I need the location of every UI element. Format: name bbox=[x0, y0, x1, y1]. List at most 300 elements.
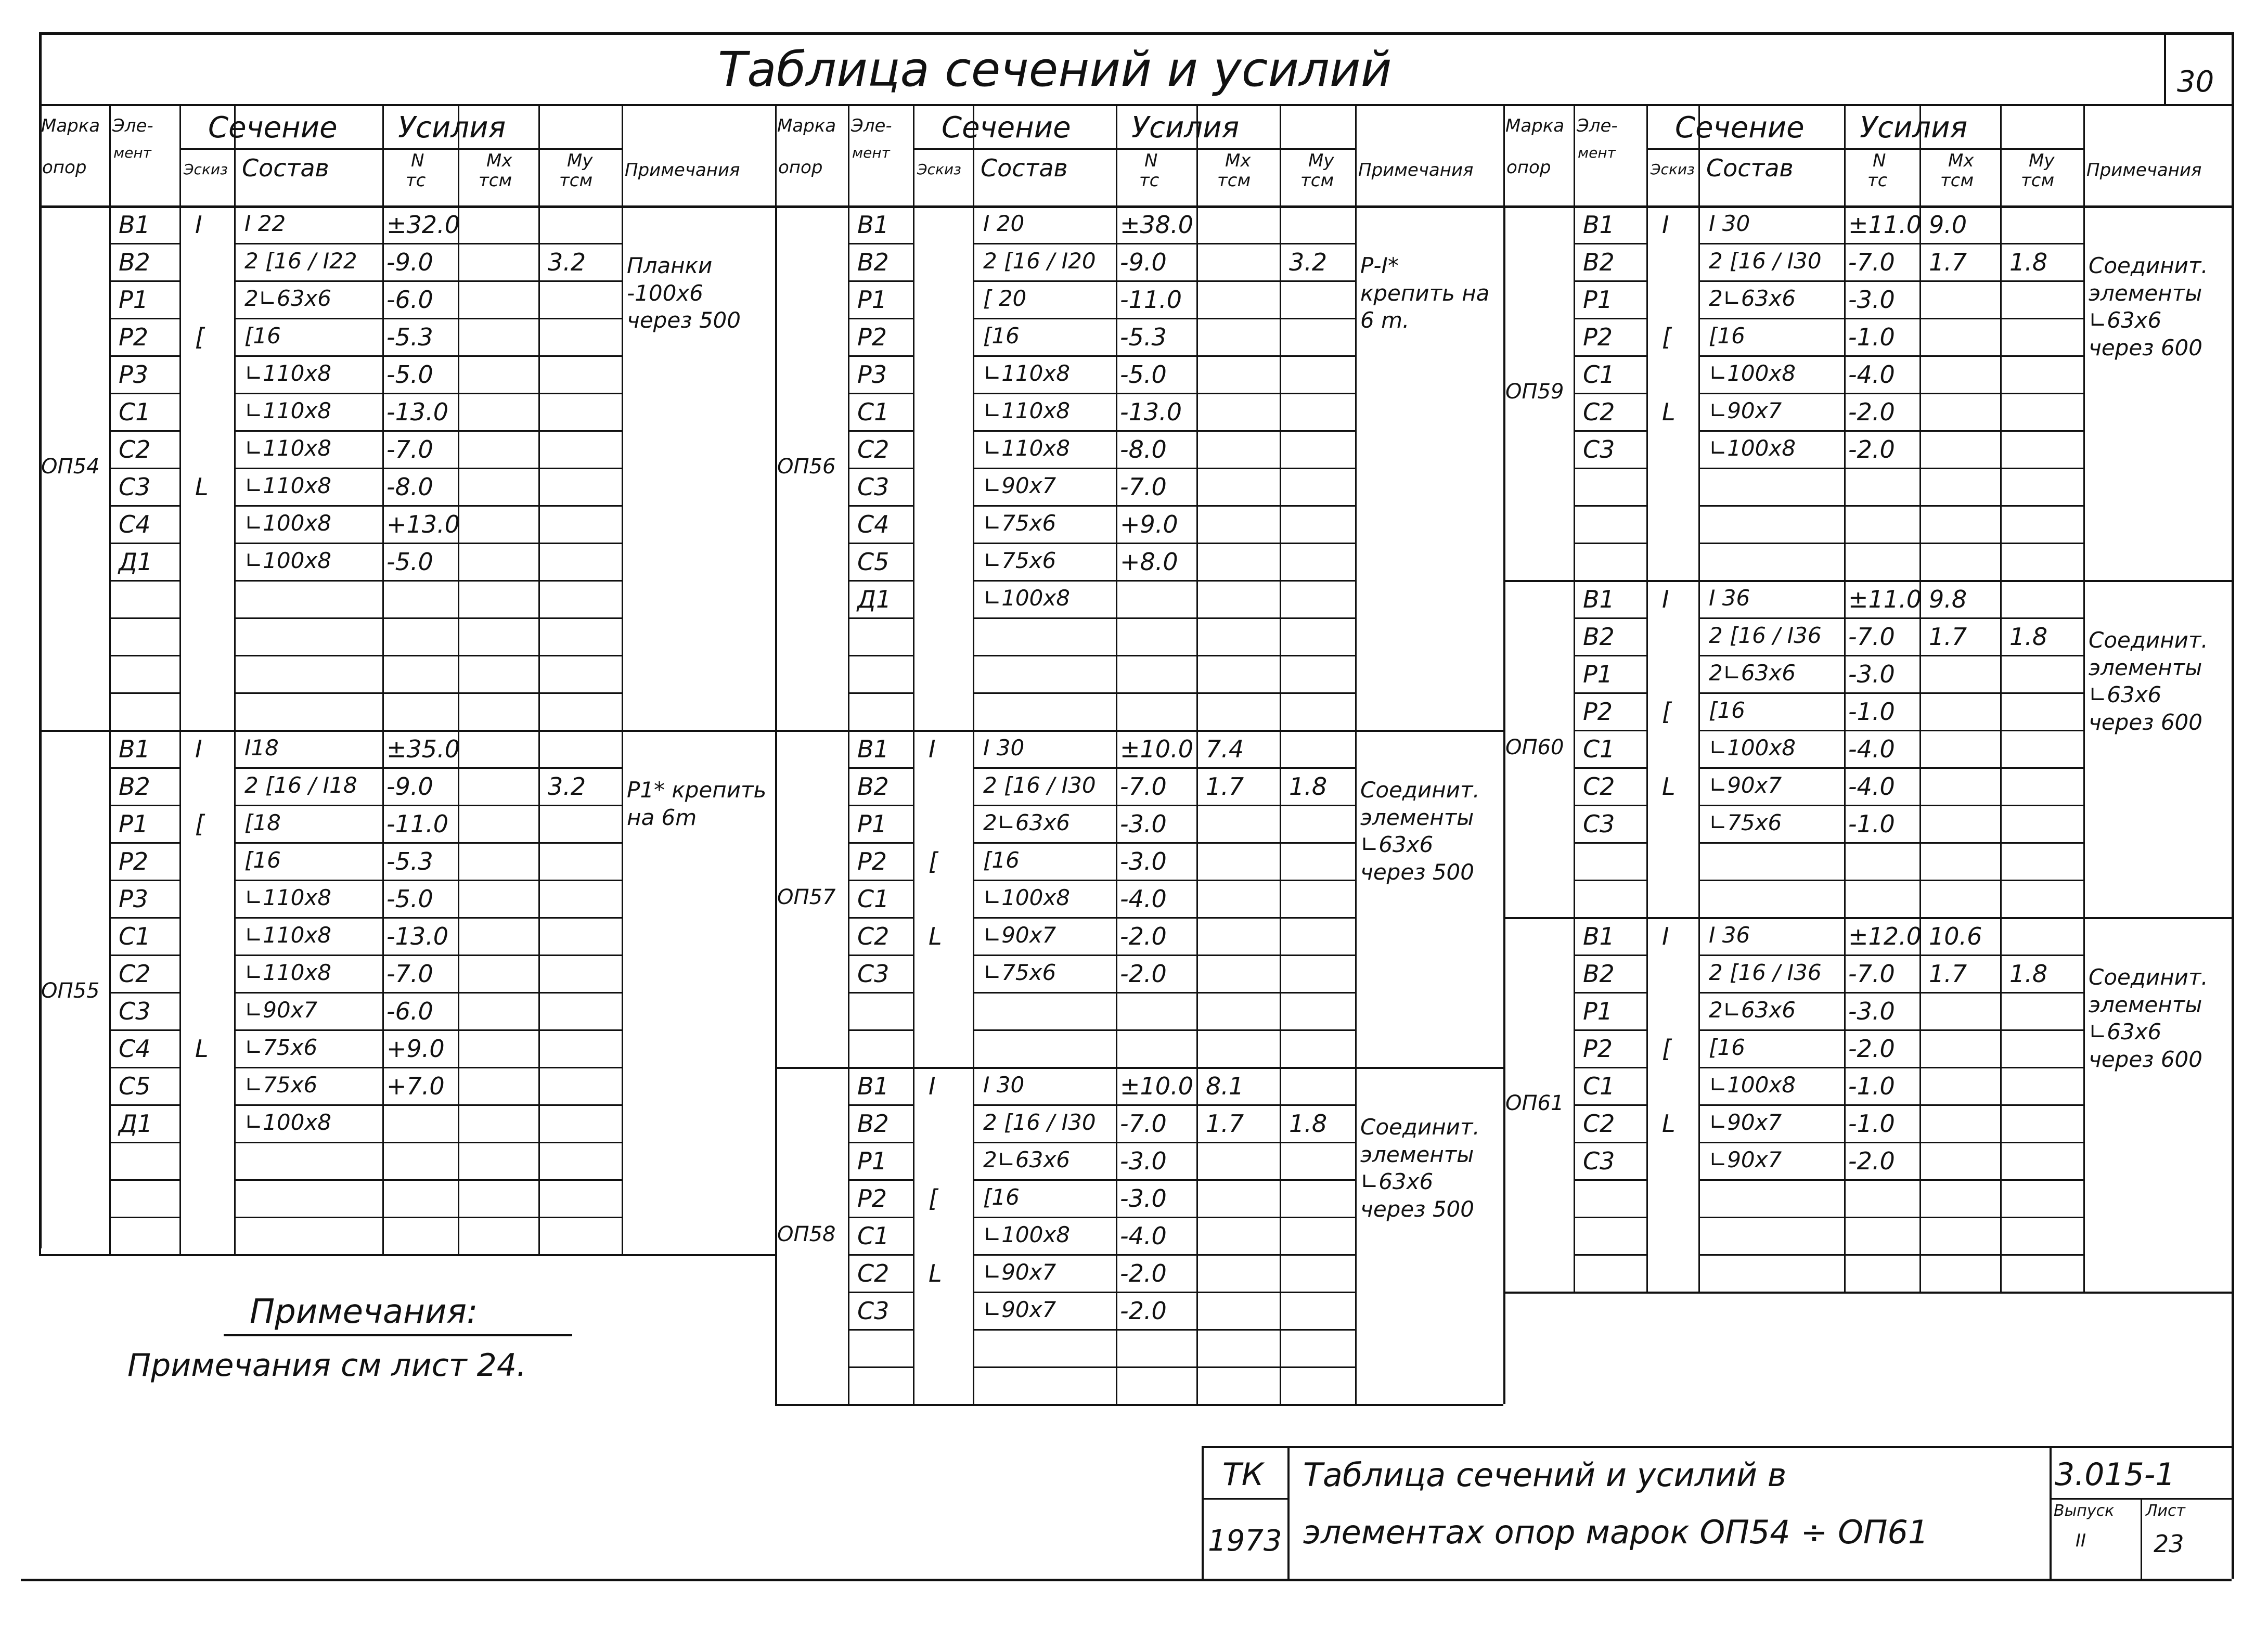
group-mark-ОП58: ОП58 bbox=[777, 1222, 836, 1246]
group-note-ОП59: Соединит. элементы ∟63х6 через 600 bbox=[2089, 253, 2208, 360]
row-element: С2 bbox=[857, 922, 890, 950]
row-element: Р2 bbox=[1583, 323, 1613, 351]
grid-line-h bbox=[848, 393, 913, 394]
row-sketch-glyph: [ bbox=[929, 1184, 938, 1213]
grid-line-h bbox=[1698, 842, 2083, 844]
grid-line-h bbox=[234, 617, 622, 619]
grid-line-v bbox=[1196, 730, 1198, 1067]
blk1-hdr-my: My bbox=[1308, 150, 1334, 171]
grid-line-h bbox=[234, 880, 622, 881]
grid-line-v bbox=[1280, 730, 1281, 1067]
row-element: С4 bbox=[119, 510, 151, 538]
grid-line-v bbox=[2000, 580, 2002, 917]
grid-line-h bbox=[1574, 393, 1646, 394]
grid-line-h bbox=[973, 1217, 1355, 1218]
row-force-n: ±35.0 bbox=[386, 735, 460, 763]
blk1-hdr-ts: тс bbox=[1139, 170, 1159, 191]
grid-line-v bbox=[1919, 580, 1921, 917]
grid-line-h bbox=[775, 1067, 1503, 1069]
row-composition: ∟100х8 bbox=[244, 548, 331, 573]
row-composition: ∟110х8 bbox=[244, 960, 331, 985]
grid-line-h bbox=[21, 1579, 2232, 1581]
grid-line-h bbox=[1503, 580, 2232, 582]
row-composition: [16 bbox=[244, 847, 281, 873]
grid-line-h bbox=[109, 468, 179, 469]
grid-line-h bbox=[1698, 543, 2083, 544]
grid-line-h bbox=[1574, 243, 1646, 244]
grid-line-h bbox=[234, 955, 622, 956]
grid-line-h bbox=[1574, 1104, 1646, 1106]
blk0-hdr-usiliya: Усилия bbox=[398, 111, 506, 145]
grid-line-v bbox=[973, 148, 974, 205]
grid-line-v bbox=[2232, 580, 2234, 917]
row-element: С1 bbox=[1583, 735, 1615, 763]
grid-line-h bbox=[109, 580, 179, 582]
grid-line-h bbox=[848, 805, 913, 806]
row-force-n: -8.0 bbox=[386, 473, 433, 501]
grid-line-v bbox=[2232, 104, 2233, 205]
row-composition: [16 bbox=[983, 847, 1020, 873]
row-force-n: -7.0 bbox=[1120, 473, 1167, 501]
row-force-n: -3.0 bbox=[1120, 1184, 1167, 1213]
row-element: С2 bbox=[1583, 772, 1615, 801]
row-element: Р1 bbox=[1583, 286, 1613, 314]
grid-line-h bbox=[848, 1179, 913, 1181]
row-composition: ∟100х8 bbox=[983, 1222, 1070, 1247]
blk1-hdr-marka: Марка bbox=[777, 115, 836, 136]
grid-line-h bbox=[848, 1292, 913, 1293]
row-composition: 2 [16 / I22 bbox=[244, 248, 357, 274]
grid-line-h bbox=[1698, 655, 2083, 656]
blk2-hdr-opor: опор bbox=[1506, 157, 1551, 178]
grid-line-h bbox=[234, 468, 622, 469]
grid-line-h bbox=[973, 355, 1355, 357]
grid-line-v bbox=[2083, 205, 2085, 580]
row-force-n: -5.0 bbox=[1120, 360, 1167, 389]
row-element: С2 bbox=[119, 960, 151, 988]
grid-line-v bbox=[913, 104, 914, 205]
grid-line-h bbox=[973, 880, 1355, 881]
grid-line-v bbox=[1646, 580, 1648, 917]
grid-line-h bbox=[1698, 1104, 2083, 1106]
row-composition: 2 [16 / I18 bbox=[244, 772, 357, 798]
grid-line-v bbox=[2232, 205, 2234, 580]
row-composition: [16 bbox=[1709, 698, 1745, 723]
row-element: В1 bbox=[119, 735, 150, 763]
row-force-n: -2.0 bbox=[1848, 1035, 1895, 1063]
grid-line-h bbox=[1574, 1067, 1646, 1068]
row-force-n: ±11.0 bbox=[1848, 585, 1922, 613]
grid-line-h bbox=[1574, 355, 1646, 357]
row-composition: ∟90х7 bbox=[1709, 1147, 1782, 1172]
row-force-n: -2.0 bbox=[1848, 398, 1895, 426]
grid-line-h bbox=[1503, 917, 2232, 919]
row-sketch-glyph: [ bbox=[195, 810, 204, 838]
group-note-ОП54: Планки -100х6 через 500 bbox=[627, 253, 741, 333]
grid-line-h bbox=[109, 543, 179, 544]
grid-line-h bbox=[1574, 805, 1646, 806]
grid-line-h bbox=[1574, 767, 1646, 769]
row-sketch-glyph: I bbox=[929, 1072, 936, 1100]
row-composition: [16 bbox=[983, 323, 1020, 349]
grid-line-h bbox=[848, 243, 913, 244]
row-force-n: -3.0 bbox=[1848, 286, 1895, 314]
row-force-n: -4.0 bbox=[1848, 735, 1895, 763]
group-mark-ОП61: ОП61 bbox=[1505, 1091, 1564, 1115]
row-sketch-glyph: [ bbox=[1662, 323, 1671, 351]
row-force-mx: 9.8 bbox=[1929, 585, 1967, 613]
grid-line-h bbox=[1698, 318, 2083, 319]
row-composition: [16 bbox=[983, 1184, 1020, 1210]
grid-line-v bbox=[2083, 580, 2085, 917]
row-force-n: -6.0 bbox=[386, 286, 433, 314]
row-element: Р1 bbox=[119, 810, 149, 838]
row-element: В1 bbox=[857, 211, 889, 239]
row-composition: [ 20 bbox=[983, 286, 1027, 311]
grid-line-h bbox=[109, 767, 179, 769]
row-force-n: -5.0 bbox=[386, 885, 433, 913]
row-element: В1 bbox=[1583, 922, 1615, 950]
grid-line-h bbox=[1202, 1446, 2232, 1448]
grid-line-h bbox=[1698, 955, 2083, 956]
row-force-n: -11.0 bbox=[1120, 286, 1182, 314]
group-mark-ОП59: ОП59 bbox=[1505, 380, 1564, 404]
row-sketch-glyph: L bbox=[195, 473, 209, 501]
row-force-n: -3.0 bbox=[1120, 847, 1167, 875]
row-force-mx: 1.7 bbox=[1929, 960, 1967, 988]
notes-text: Примечания см лист 24. bbox=[127, 1347, 527, 1384]
grid-line-h bbox=[1574, 617, 1646, 619]
group-note-ОП60: Соединит. элементы ∟63х6 через 600 bbox=[2089, 627, 2208, 735]
row-force-n: ±32.0 bbox=[386, 211, 460, 239]
row-composition: ∟100х8 bbox=[983, 885, 1070, 910]
grid-line-h bbox=[973, 318, 1355, 319]
grid-line-h bbox=[973, 468, 1355, 469]
grid-line-h bbox=[1698, 730, 2083, 731]
grid-line-h bbox=[973, 805, 1355, 806]
row-element: С3 bbox=[857, 960, 890, 988]
grid-line-h bbox=[848, 1142, 913, 1143]
row-force-n: -2.0 bbox=[1848, 435, 1895, 463]
group-note-ОП58: Соединит. элементы ∟63х6 через 500 bbox=[1360, 1114, 1480, 1222]
grid-line-v bbox=[2141, 1498, 2142, 1579]
grid-line-h bbox=[39, 32, 2232, 35]
row-force-n: ±10.0 bbox=[1120, 1072, 1193, 1100]
grid-line-h bbox=[109, 1067, 179, 1068]
blk1-hdr-prim: Примечания bbox=[1358, 160, 1474, 180]
grid-line-h bbox=[109, 917, 179, 919]
grid-line-v bbox=[1116, 730, 1117, 1067]
grid-line-v bbox=[622, 730, 623, 1254]
row-composition: 2 [16 / I30 bbox=[1709, 248, 1822, 274]
row-composition: 2∟63х6 bbox=[1709, 660, 1796, 686]
grid-line-h bbox=[848, 355, 913, 357]
grid-line-h bbox=[1202, 1498, 1287, 1500]
row-force-n: -4.0 bbox=[1120, 885, 1167, 913]
blk2-hdr-my-unit: тсм bbox=[2021, 170, 2055, 191]
blk0-hdr-ele: Эле- bbox=[112, 115, 153, 136]
row-force-n: -7.0 bbox=[386, 960, 433, 988]
grid-line-h bbox=[1574, 692, 1646, 694]
grid-line-h bbox=[1698, 880, 2083, 881]
row-composition: ∟90х7 bbox=[983, 473, 1056, 498]
grid-line-h bbox=[234, 1104, 622, 1106]
grid-line-h bbox=[973, 1142, 1355, 1143]
grid-line-h bbox=[848, 1254, 913, 1256]
row-composition: ∟90х7 bbox=[983, 922, 1056, 948]
row-composition: ∟100х8 bbox=[983, 585, 1070, 611]
row-composition: ∟100х8 bbox=[1709, 435, 1796, 461]
grid-line-h bbox=[39, 1254, 775, 1256]
grid-line-h bbox=[1574, 1179, 1646, 1181]
grid-line-v bbox=[1355, 730, 1357, 1067]
grid-line-h bbox=[1698, 280, 2083, 282]
grid-line-h bbox=[109, 617, 179, 619]
grid-line-h bbox=[848, 468, 913, 469]
row-composition: ∟90х7 bbox=[983, 1259, 1056, 1285]
row-composition: ∟110х8 bbox=[244, 473, 331, 498]
row-force-n: -6.0 bbox=[386, 997, 433, 1025]
grid-line-h bbox=[234, 1067, 622, 1068]
row-composition: 2∟63х6 bbox=[1709, 286, 1796, 311]
row-sketch-glyph: L bbox=[929, 1259, 942, 1287]
row-composition: ∟75х6 bbox=[983, 960, 1056, 985]
grid-line-v bbox=[973, 730, 974, 1067]
grid-line-h bbox=[973, 617, 1355, 619]
row-force-n: -7.0 bbox=[1120, 1110, 1167, 1138]
group-mark-ОП57: ОП57 bbox=[777, 885, 836, 909]
row-composition: I 30 bbox=[983, 1072, 1025, 1098]
row-composition: 2 [16 / I36 bbox=[1709, 960, 1822, 985]
row-force-n: -5.0 bbox=[386, 548, 433, 576]
grid-line-v bbox=[1646, 917, 1648, 1292]
row-element: Р1 bbox=[857, 1147, 887, 1175]
grid-line-h bbox=[1574, 1142, 1646, 1143]
grid-line-h bbox=[1574, 1217, 1646, 1218]
blk2-hdr-ele: Эле- bbox=[1577, 115, 1618, 136]
row-composition: 2∟63х6 bbox=[1709, 997, 1796, 1023]
blk2-hdr-my: My bbox=[2029, 150, 2055, 171]
grid-line-h bbox=[848, 955, 913, 956]
grid-line-v bbox=[2232, 917, 2234, 1292]
grid-line-h bbox=[848, 767, 913, 769]
blk2-hdr-n: N bbox=[1873, 150, 1886, 171]
grid-line-v bbox=[1646, 104, 1648, 205]
stamp-title-line1: Таблица сечений и усилий в bbox=[1303, 1456, 1787, 1494]
row-composition: ∟75х6 bbox=[244, 1035, 318, 1060]
grid-line-h bbox=[848, 318, 913, 319]
grid-line-v bbox=[848, 730, 849, 1067]
row-element: С2 bbox=[119, 435, 151, 463]
blk1-hdr-ment: мент bbox=[852, 144, 890, 161]
row-composition: I 22 bbox=[244, 211, 286, 236]
grid-line-v bbox=[179, 104, 181, 205]
grid-line-v bbox=[1116, 1067, 1117, 1404]
grid-line-h bbox=[39, 205, 2232, 208]
grid-line-h bbox=[1574, 880, 1646, 881]
row-force-my: 3.2 bbox=[548, 772, 586, 801]
grid-line-h bbox=[224, 1334, 572, 1336]
row-element: С1 bbox=[1583, 1072, 1615, 1100]
grid-line-h bbox=[1503, 1292, 2232, 1294]
row-force-n: ±11.0 bbox=[1848, 211, 1922, 239]
grid-line-h bbox=[848, 280, 913, 282]
row-sketch-glyph: I bbox=[929, 735, 936, 763]
grid-line-h bbox=[1698, 430, 2083, 432]
group-mark-ОП56: ОП56 bbox=[777, 455, 836, 479]
row-force-n: -7.0 bbox=[1848, 248, 1895, 276]
row-element: Р3 bbox=[119, 885, 149, 913]
row-element: С3 bbox=[1583, 435, 1615, 463]
grid-line-h bbox=[234, 805, 622, 806]
grid-line-h bbox=[1698, 505, 2083, 507]
row-force-mx: 1.7 bbox=[1206, 1110, 1244, 1138]
row-element: С1 bbox=[857, 398, 890, 426]
row-sketch-glyph: L bbox=[195, 1035, 209, 1063]
grid-line-h bbox=[848, 655, 913, 656]
row-element: Р2 bbox=[1583, 1035, 1613, 1063]
row-element: Д1 bbox=[119, 1110, 153, 1138]
row-force-my: 1.8 bbox=[2009, 960, 2048, 988]
grid-line-h bbox=[234, 280, 622, 282]
grid-line-h bbox=[1698, 767, 2083, 769]
row-force-n: -5.3 bbox=[386, 847, 433, 875]
blk0-hdr-sostav: Состав bbox=[242, 154, 329, 182]
grid-line-v bbox=[1287, 1446, 1290, 1579]
grid-line-v bbox=[1844, 580, 1846, 917]
row-element: В2 bbox=[1583, 248, 1615, 276]
grid-line-h bbox=[234, 243, 622, 244]
row-force-mx: 8.1 bbox=[1206, 1072, 1244, 1100]
grid-line-v bbox=[1574, 580, 1575, 917]
row-sketch-glyph: I bbox=[1662, 922, 1669, 950]
grid-line-h bbox=[973, 243, 1355, 244]
grid-line-h bbox=[973, 1029, 1355, 1031]
grid-line-v bbox=[848, 104, 849, 205]
grid-line-h bbox=[1646, 148, 2083, 150]
stamp-series: 3.015-1 bbox=[2055, 1456, 2175, 1493]
row-force-n: -7.0 bbox=[1848, 623, 1895, 651]
grid-line-v bbox=[913, 1067, 914, 1404]
row-composition: ∟90х7 bbox=[244, 997, 318, 1023]
blk2-hdr-usiliya: Усилия bbox=[1860, 111, 1968, 145]
row-element: С3 bbox=[1583, 1147, 1615, 1175]
row-composition: 2∟63х6 bbox=[983, 810, 1070, 835]
grid-line-h bbox=[109, 1142, 179, 1143]
grid-line-h bbox=[234, 355, 622, 357]
blk1-hdr-eskiz: Эскиз bbox=[917, 161, 961, 178]
blk0-hdr-ts: тс bbox=[406, 170, 426, 191]
blk2-hdr-sechenie: Сечение bbox=[1675, 111, 1805, 145]
row-element: С4 bbox=[857, 510, 890, 538]
group-note-ОП55: Р1* крепить на 6m bbox=[627, 777, 767, 830]
grid-line-h bbox=[848, 1104, 913, 1106]
grid-line-h bbox=[913, 148, 1355, 150]
row-force-mx: 10.6 bbox=[1929, 922, 1982, 950]
grid-line-h bbox=[1574, 505, 1646, 507]
row-force-n: -13.0 bbox=[1120, 398, 1182, 426]
grid-line-h bbox=[234, 1029, 622, 1031]
blk1-hdr-n: N bbox=[1144, 150, 1158, 171]
row-element: В2 bbox=[857, 248, 889, 276]
group-mark-ОП60: ОП60 bbox=[1505, 736, 1564, 759]
grid-line-h bbox=[848, 1217, 913, 1218]
grid-line-v bbox=[2050, 1446, 2052, 1579]
grid-line-v bbox=[1574, 104, 1575, 205]
row-force-n: -9.0 bbox=[386, 248, 433, 276]
row-force-n: -3.0 bbox=[1120, 810, 1167, 838]
grid-line-v bbox=[1116, 104, 1117, 205]
row-element: Р2 bbox=[1583, 698, 1613, 726]
stamp-list-label: Лист bbox=[2146, 1502, 2186, 1520]
grid-line-v bbox=[1844, 104, 1846, 205]
row-force-n: -5.0 bbox=[386, 360, 433, 389]
row-composition: ∟90х7 bbox=[1709, 398, 1782, 423]
row-sketch-glyph: I bbox=[1662, 585, 1669, 613]
row-force-n: -2.0 bbox=[1848, 1147, 1895, 1175]
row-composition: I 36 bbox=[1709, 922, 1750, 948]
grid-line-h bbox=[39, 104, 2232, 106]
row-element: В2 bbox=[1583, 960, 1615, 988]
row-force-mx: 1.7 bbox=[1206, 772, 1244, 801]
grid-line-h bbox=[234, 318, 622, 319]
grid-line-h bbox=[109, 280, 179, 282]
grid-line-h bbox=[848, 992, 913, 994]
grid-line-h bbox=[1574, 842, 1646, 844]
grid-line-h bbox=[1574, 468, 1646, 469]
row-force-n: -13.0 bbox=[386, 398, 449, 426]
row-force-n: -1.0 bbox=[1848, 1110, 1895, 1138]
grid-line-h bbox=[234, 1179, 622, 1181]
row-composition: ∟90х7 bbox=[1709, 1110, 1782, 1135]
row-element: В2 bbox=[119, 248, 150, 276]
row-force-n: -9.0 bbox=[386, 772, 433, 801]
row-element: С1 bbox=[119, 398, 151, 426]
row-composition: ∟100х8 bbox=[1709, 735, 1796, 760]
grid-line-h bbox=[973, 1254, 1355, 1256]
grid-line-h bbox=[775, 730, 1503, 732]
row-force-my: 3.2 bbox=[1289, 248, 1328, 276]
grid-line-h bbox=[848, 505, 913, 507]
row-force-n: -1.0 bbox=[1848, 1072, 1895, 1100]
grid-line-h bbox=[848, 617, 913, 619]
row-element: С3 bbox=[857, 473, 890, 501]
row-force-n: ±38.0 bbox=[1120, 211, 1193, 239]
row-force-n: -4.0 bbox=[1120, 1222, 1167, 1250]
grid-line-h bbox=[1698, 617, 2083, 619]
row-composition: ∟110х8 bbox=[244, 435, 331, 461]
grid-line-h bbox=[109, 805, 179, 806]
row-element: С2 bbox=[1583, 398, 1615, 426]
row-composition: ∟75х6 bbox=[983, 510, 1056, 536]
row-force-n: -3.0 bbox=[1848, 660, 1895, 688]
row-sketch-glyph: L bbox=[1662, 1110, 1676, 1138]
grid-line-h bbox=[1698, 355, 2083, 357]
grid-line-h bbox=[1574, 430, 1646, 432]
row-element: Р2 bbox=[857, 1184, 887, 1213]
row-sketch-glyph: L bbox=[1662, 772, 1676, 801]
grid-line-v bbox=[973, 1067, 974, 1404]
row-element: С5 bbox=[119, 1072, 151, 1100]
blk2-hdr-mx: Mx bbox=[1948, 150, 1974, 171]
blk0-hdr-marka: Марка bbox=[41, 115, 100, 136]
row-force-n: -5.3 bbox=[1120, 323, 1167, 351]
row-sketch-glyph: [ bbox=[1662, 1035, 1671, 1063]
row-composition: ∟75х6 bbox=[244, 1072, 318, 1098]
row-element: Р2 bbox=[119, 323, 149, 351]
grid-line-h bbox=[848, 880, 913, 881]
grid-line-h bbox=[1574, 543, 1646, 544]
